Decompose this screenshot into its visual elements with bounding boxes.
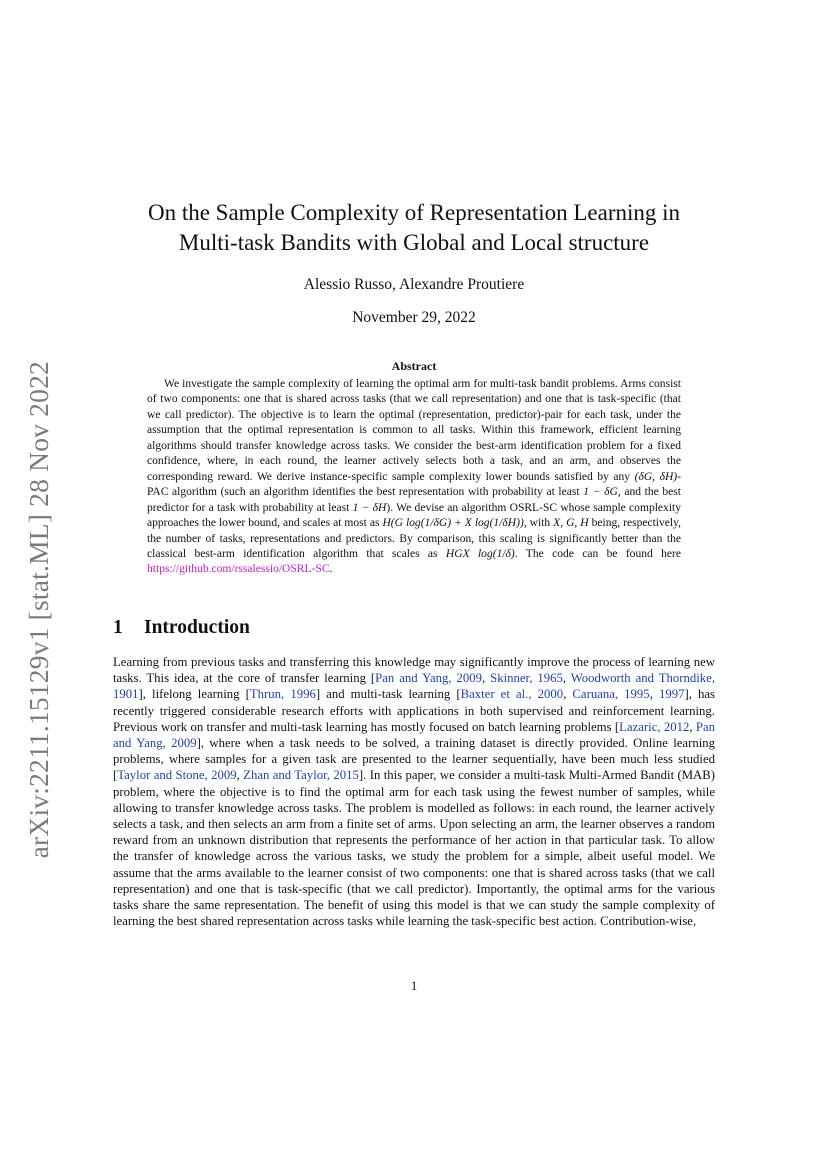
math-inline: X, G, H bbox=[553, 517, 589, 530]
abstract-part: , with bbox=[523, 517, 554, 530]
intro-text: , bbox=[562, 671, 571, 686]
section-number: 1 bbox=[113, 617, 123, 638]
math-inline: HGX log(1/δ) bbox=[445, 547, 515, 560]
abstract-part: . bbox=[329, 563, 333, 576]
abstract-part: . The code can be found here bbox=[514, 547, 681, 560]
abstract-part: , and the best predictor for a task with probability at least bbox=[147, 486, 681, 514]
intro-text: , bbox=[482, 671, 491, 686]
citation-link[interactable]: Taylor and Stone, 2009 bbox=[117, 768, 237, 783]
page-number: 1 bbox=[410, 979, 418, 993]
abstract-part: We investigate the sample complexity of learning the optimal arm for multi-task bandit problems. Arms consist of two components: one that is shared across tasks (that we call representation) and one that is task-specific (that we call predictor). The objective is to learn the optimal (representation, predictor)-pair for each task, under the assumption that the optimal representation is common to all tasks. Within this framework, efficient learning algorithms should transfer knowledge across tasks. We consider the best-arm identification problem for a fixed confidence, where, in each round, the learner actively selects both a task, and an arm, and observes the corresponding reward. We derive instance-specific sample complexity lower bounds satisfied by any bbox=[147, 378, 681, 483]
code-link[interactable]: https://github.com/rssalessio/OSRL-SC bbox=[147, 563, 330, 576]
abstract-part: -PAC algorithm (such an algorithm identifies the best representation with probability at least bbox=[147, 470, 681, 499]
citation-link[interactable]: Pan and Yang, 2009 bbox=[375, 671, 483, 686]
abstract-part: ). We devise an algorithm OSRL-SC whose sample complexity approaches the lower bound, and scales at most as bbox=[147, 501, 682, 530]
intro-text: ], lifelong learning [ bbox=[138, 687, 250, 702]
citation-link[interactable]: 1997 bbox=[658, 687, 685, 702]
authors: Alessio Russo, Alexandre Proutiere bbox=[303, 276, 525, 293]
citation-link[interactable]: Caruana, 1995 bbox=[572, 687, 650, 702]
paper-title bbox=[100, 198, 728, 258]
math-inline: 1 − δH bbox=[352, 501, 387, 514]
date: November 29, 2022 bbox=[352, 309, 476, 326]
abstract-heading: Abstract bbox=[391, 359, 437, 373]
intro-text: ], where when a task needs to be solved, a training dataset is directly provided. Online learning problems, where samples for a given task are presented to the learner sequentially, have been much less studied [ bbox=[113, 736, 715, 783]
intro-text: ] and multi-task learning [ bbox=[315, 687, 461, 702]
intro-text: , bbox=[236, 768, 244, 783]
citation-link[interactable]: Woodworth and Thorndike, 1901 bbox=[113, 671, 716, 702]
arxiv-stamp bbox=[14, 350, 64, 870]
title-line-1: On the Sample Complexity of Representation Learning in bbox=[147, 200, 681, 225]
intro-text: ], has recently triggered considerable research efforts with applications in both supervised and reinforcement learning. Previous work on transfer and multi-task learning has mostly focused on batch learning problems [ bbox=[113, 687, 715, 734]
citation-link[interactable]: Lazaric, 2012 bbox=[619, 719, 690, 734]
math-inline: 1 − δG bbox=[583, 486, 618, 499]
citation-link[interactable]: Baxter et al., 2000 bbox=[460, 687, 564, 702]
section-title: Introduction bbox=[144, 617, 250, 638]
math-inline: H(G log(1/δG) + X log(1/δH)) bbox=[382, 517, 524, 530]
citation-link[interactable]: Pan and Yang, 2009 bbox=[113, 719, 716, 751]
intro-paragraph bbox=[113, 654, 715, 929]
section-heading bbox=[113, 617, 250, 639]
abstract-text bbox=[147, 377, 681, 578]
citation-link[interactable]: Thrun, 1996 bbox=[249, 687, 316, 702]
intro-text: , bbox=[689, 719, 696, 734]
intro-text: Learning from previous tasks and transferring this knowledge may significantly improve the process of learning new tasks. This idea, at the core of transfer learning [ bbox=[113, 655, 715, 686]
abstract-part: being, respectively, the number of tasks, representations and predictors. By comparison, this scaling is significantly better than the classical best-arm identification algorithm that scales as bbox=[147, 517, 682, 560]
intro-text: , bbox=[649, 687, 659, 702]
intro-text: , bbox=[563, 687, 573, 702]
math-inline: (δG, δH) bbox=[634, 470, 678, 483]
title-line-2: Multi-task Bandits with Global and Local structure bbox=[178, 230, 650, 255]
citation-link[interactable]: Skinner, 1965 bbox=[490, 671, 563, 686]
intro-text: ]. In this paper, we consider a multi-task Multi-Armed Bandit (MAB) problem, where the objective is to find the optimal arm for each task using the fewest number of samples, while allowing to transfer knowledge across tasks. The problem is modelled as follows: in each round, the learner actively selects a task, and then selects an arm from a finite set of arms. Upon selecting an arm, the learner observes a random reward from an unknown distribution that represents the performance of her action in that particular task. To allow the transfer of knowledge across the various tasks, we study the problem for a simple, albeit useful model. We assume that the arms available to the learner consist of two components: one that is shared across tasks (that we call representation) and one that is task-specific (that we call predictor). Importantly, the optimal arms for the various tasks share the same representation. The benefit of using this model is that we can study the sample complexity of learning the best shared representation across tasks while learning the task-specific best action. Contribution-wise, bbox=[113, 768, 716, 929]
arxiv-identifier: arXiv:2211.15129v1 [stat.ML] 28 Nov 2022 bbox=[23, 361, 54, 859]
citation-link[interactable]: Zhan and Taylor, 2015 bbox=[243, 768, 359, 783]
